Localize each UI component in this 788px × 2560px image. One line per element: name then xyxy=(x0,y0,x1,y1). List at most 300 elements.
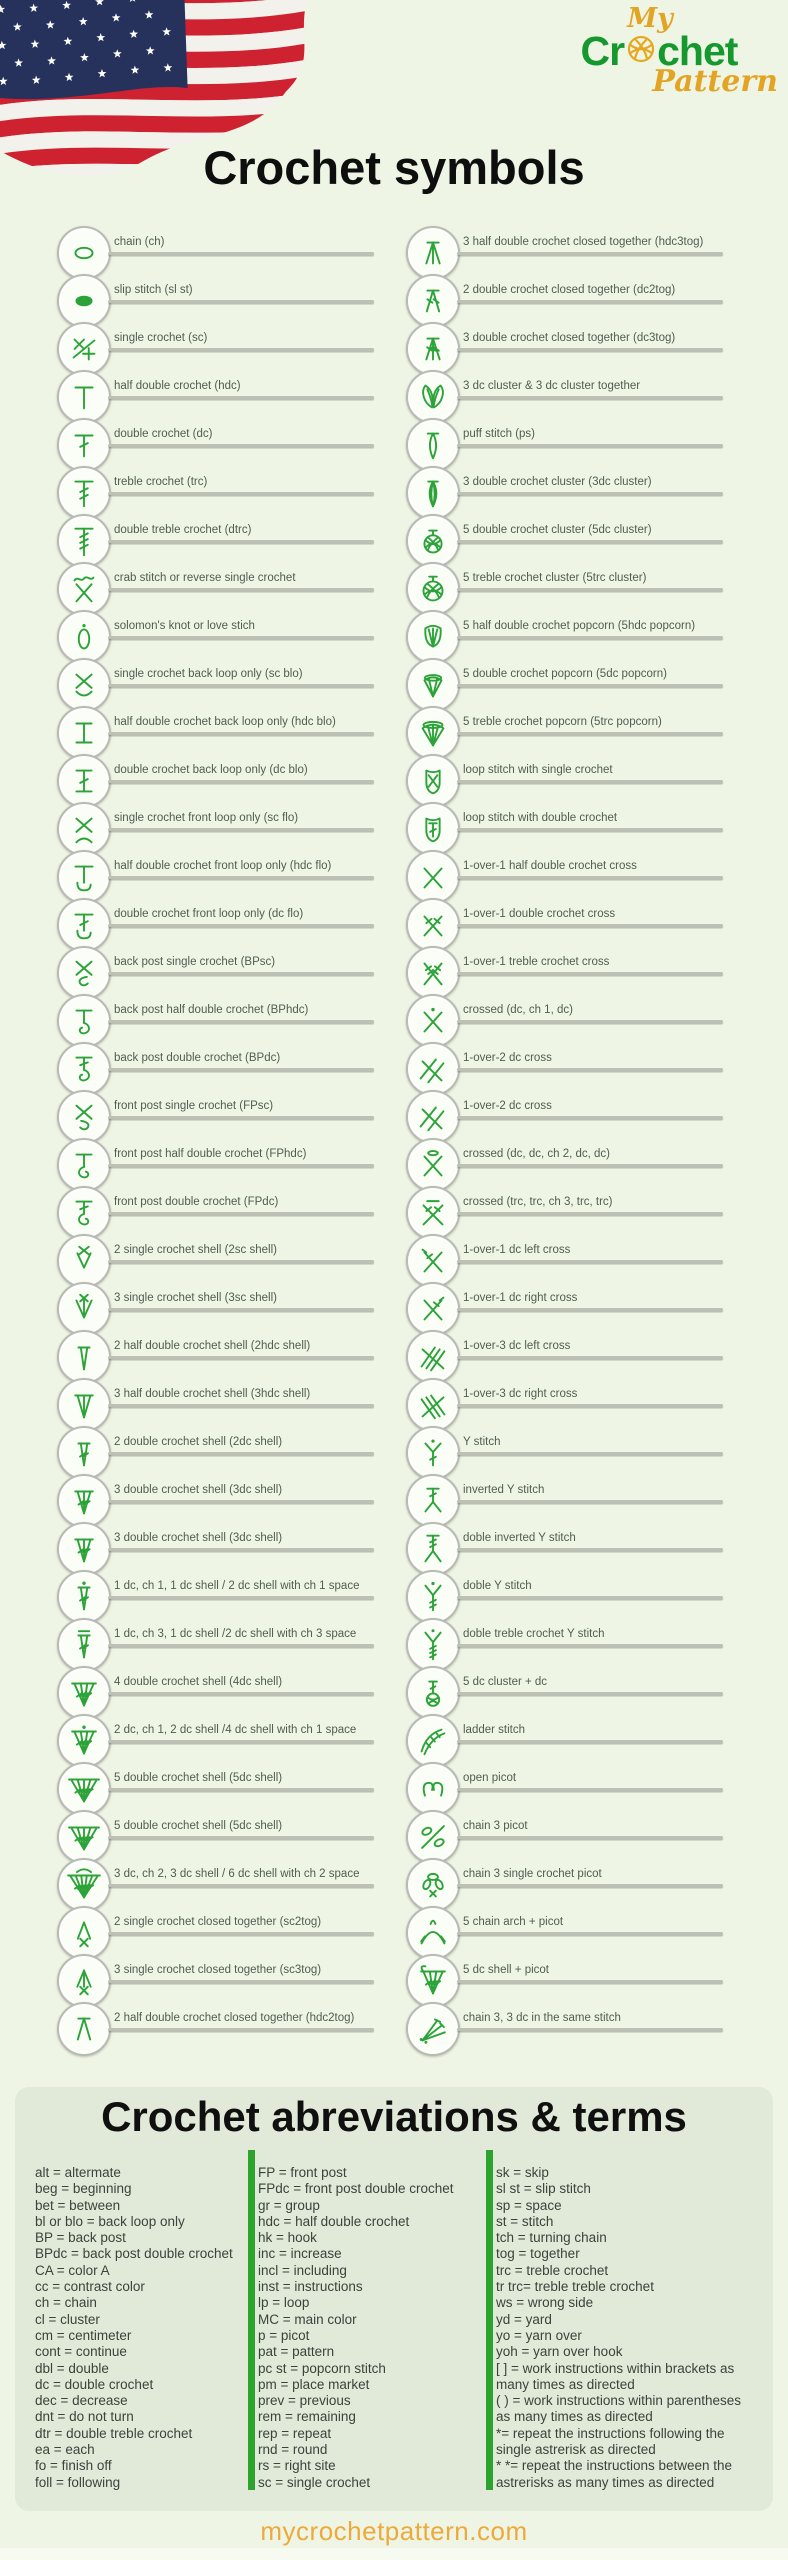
label-underline xyxy=(108,732,374,735)
label-underline xyxy=(457,1836,723,1839)
label-underline xyxy=(457,2028,723,2031)
label-underline xyxy=(457,684,723,687)
symbol-label xyxy=(108,1052,374,1071)
chain3-picot-icon xyxy=(406,1810,460,1864)
symbol-label-text: 3 single crochet shell (3sc shell) xyxy=(114,1292,277,1304)
symbol-label-text: 1-over-1 dc left cross xyxy=(463,1244,571,1256)
symbol-row xyxy=(57,226,387,280)
abbreviation-entry: ( ) = work instructions within parentheses as many times as directed xyxy=(496,2393,741,2425)
abbreviation-entry: pat = pattern xyxy=(258,2344,335,2360)
cluster-3dc-together-icon xyxy=(406,370,460,424)
symbol-label xyxy=(457,284,723,303)
abbreviation-entry: cl = cluster xyxy=(35,2311,100,2327)
shell-3dc-icon xyxy=(57,1522,111,1576)
abbreviation-entry: sp = space xyxy=(496,2197,562,2213)
abbreviation-entry: yd = yard xyxy=(496,2311,552,2327)
symbol-label-text: half double crochet front loop only (hdc flo) xyxy=(114,860,332,872)
symbol-row xyxy=(57,1474,387,1528)
symbol-label xyxy=(108,572,374,591)
label-underline xyxy=(108,300,374,303)
abbreviation-entry: BP = back post xyxy=(35,2230,126,2246)
symbol-row xyxy=(406,1234,736,1288)
symbol-row xyxy=(57,946,387,1000)
bottom-strip xyxy=(0,2548,788,2560)
label-underline xyxy=(108,444,374,447)
symbol-label-text: 1 dc, ch 3, 1 dc shell /2 dc shell with ch 3 space xyxy=(114,1628,357,1640)
symbol-label-text: single crochet back loop only (sc blo) xyxy=(114,668,303,680)
symbol-label xyxy=(457,1292,723,1311)
symbol-label-text: double treble crochet (dtrc) xyxy=(114,524,252,536)
abbreviations-section xyxy=(15,2087,773,2511)
symbol-label xyxy=(457,1628,723,1647)
symbol-row xyxy=(57,514,387,568)
abbreviation-entry: foll = following xyxy=(35,2474,121,2490)
footer-site-link[interactable]: mycrochetpattern.com xyxy=(260,2516,528,2546)
label-underline xyxy=(108,780,374,783)
symbol-row xyxy=(406,514,736,568)
symbol-label-text: 1-over-2 dc cross xyxy=(463,1052,552,1064)
symbol-label-text: 3 dc, ch 2, 3 dc shell / 6 dc shell with ch 2 space xyxy=(114,1868,360,1880)
symbol-label-text: chain 3 picot xyxy=(463,1820,528,1832)
symbol-label xyxy=(108,1628,374,1647)
symbol-row xyxy=(57,1378,387,1432)
symbol-label xyxy=(108,956,374,975)
abbreviation-entry: hdc = half double crochet xyxy=(258,2213,410,2229)
shell-3sc-icon xyxy=(57,1282,111,1336)
label-underline xyxy=(108,1596,374,1599)
symbol-label xyxy=(108,380,374,399)
label-underline xyxy=(108,1308,374,1311)
abbrev-col2 xyxy=(258,2165,484,2491)
symbol-row xyxy=(57,1234,387,1288)
symbol-label xyxy=(108,1532,374,1551)
symbol-label-text: 4 double crochet shell (4dc shell) xyxy=(114,1676,283,1688)
symbol-row xyxy=(406,802,736,856)
cluster-5trc-icon xyxy=(406,562,460,616)
abbreviation-entry: MC = main color xyxy=(258,2311,357,2327)
symbol-label xyxy=(457,1724,723,1743)
label-underline xyxy=(108,1452,374,1455)
label-underline xyxy=(457,1980,723,1983)
abbreviation-entry: st = stitch xyxy=(496,2213,554,2229)
label-underline xyxy=(457,1116,723,1119)
symbol-label xyxy=(457,1196,723,1215)
label-underline xyxy=(457,396,723,399)
symbol-row xyxy=(57,466,387,520)
label-underline xyxy=(108,684,374,687)
label-underline xyxy=(108,1404,374,1407)
abbreviation-entry: dtr = double treble crochet xyxy=(35,2425,193,2441)
dc-back-loop-icon xyxy=(57,754,111,808)
abbreviation-entry: trc = treble crochet xyxy=(496,2262,609,2278)
symbol-label xyxy=(457,1580,723,1599)
symbol-row xyxy=(406,994,736,1048)
crab-stitch-icon xyxy=(57,562,111,616)
symbol-label xyxy=(457,1532,723,1551)
label-underline xyxy=(108,1116,374,1119)
symbol-row xyxy=(406,322,736,376)
symbol-label-text: front post single crochet (FPsc) xyxy=(114,1100,274,1112)
label-underline xyxy=(108,1260,374,1263)
label-underline xyxy=(457,1596,723,1599)
symbol-row xyxy=(57,1714,387,1768)
symbol-row xyxy=(406,946,736,1000)
symbol-row xyxy=(406,274,736,328)
doble-inverted-y-stitch-icon xyxy=(406,1522,460,1576)
symbol-label-text: 3 half double crochet closed together (hdc3tog) xyxy=(463,236,704,248)
hdc-back-loop-icon xyxy=(57,706,111,760)
front-post-dc-icon xyxy=(57,1186,111,1240)
label-underline xyxy=(108,1692,374,1695)
label-underline xyxy=(108,1164,374,1167)
symbol-row xyxy=(406,1522,736,1576)
label-underline xyxy=(108,492,374,495)
symbol-label-text: 5 dc shell + picot xyxy=(463,1964,549,1976)
symbol-label xyxy=(108,1148,374,1167)
symbol-label xyxy=(108,1004,374,1023)
symbol-label xyxy=(108,1244,374,1263)
symbol-label-text: 5 double crochet shell (5dc shell) xyxy=(114,1820,283,1832)
symbol-row xyxy=(406,1474,736,1528)
abbreviation-entry: FP = front post xyxy=(258,2165,347,2180)
abbreviation-entry: sk = skip xyxy=(496,2165,549,2180)
symbol-label xyxy=(108,908,374,927)
inverted-y-stitch-icon xyxy=(406,1474,460,1528)
shell-4dc-icon xyxy=(57,1666,111,1720)
label-underline xyxy=(457,444,723,447)
slip-stitch-icon xyxy=(57,274,111,328)
cross-1over2-icon xyxy=(406,1042,460,1096)
symbol-label xyxy=(457,908,723,927)
symbol-label-text: 2 half double crochet closed together (hdc2tog) xyxy=(114,2012,355,2024)
symbol-label xyxy=(457,2012,723,2031)
symbol-label-text: 2 dc, ch 1, 2 dc shell /4 dc shell with ch 1 space xyxy=(114,1724,357,1736)
solomon-knot-icon xyxy=(57,610,111,664)
symbol-row xyxy=(57,562,387,616)
label-underline xyxy=(457,636,723,639)
crossed-dc-ch2-icon xyxy=(406,1138,460,1192)
symbol-label-text: slip stitch (sl st) xyxy=(114,284,193,296)
cross-dc-right-icon xyxy=(406,1282,460,1336)
symbol-row xyxy=(406,562,736,616)
symbol-row xyxy=(57,322,387,376)
symbol-label xyxy=(108,2012,374,2031)
label-underline xyxy=(457,348,723,351)
symbol-row xyxy=(406,1762,736,1816)
symbol-label xyxy=(457,524,723,543)
symbol-row xyxy=(57,898,387,952)
symbol-row xyxy=(406,850,736,904)
symbol-label xyxy=(108,524,374,543)
symbol-label-text: 3 dc cluster & 3 dc cluster together xyxy=(463,380,641,392)
chain3-sc-picot-icon xyxy=(406,1858,460,1912)
symbol-row xyxy=(57,1090,387,1144)
abbreviation-entry: sc = single crochet xyxy=(258,2474,371,2490)
label-underline xyxy=(457,828,723,831)
symbol-label xyxy=(108,1580,374,1599)
doble-treble-y-stitch-icon xyxy=(406,1618,460,1672)
symbol-row xyxy=(57,850,387,904)
symbol-row xyxy=(57,1138,387,1192)
symbol-label-text: 1-over-3 dc right cross xyxy=(463,1388,578,1400)
logo-crochet-part2: chet xyxy=(657,28,738,74)
abbreviation-entry: pc st = popcorn stitch xyxy=(258,2360,386,2376)
label-underline xyxy=(457,252,723,255)
symbol-label xyxy=(457,1244,723,1263)
symbol-row xyxy=(406,1954,736,2008)
symbol-label-text: front post double crochet (FPdc) xyxy=(114,1196,279,1208)
label-underline xyxy=(457,780,723,783)
symbol-label-text: crossed (dc, ch 1, dc) xyxy=(463,1004,573,1016)
label-underline xyxy=(457,1404,723,1407)
symbol-row xyxy=(57,418,387,472)
symbol-row xyxy=(57,1666,387,1720)
label-underline xyxy=(457,1308,723,1311)
label-underline xyxy=(457,492,723,495)
symbol-label xyxy=(108,1868,374,1887)
cross-3dc-right-icon xyxy=(406,1378,460,1432)
abbreviation-entry: FPdc = front post double crochet xyxy=(258,2181,454,2197)
abbreviation-entry: beg = beginning xyxy=(35,2181,132,2197)
symbol-label xyxy=(108,1916,374,1935)
dc-front-loop-icon xyxy=(57,898,111,952)
cross-1over2-icon xyxy=(406,1090,460,1144)
symbol-label xyxy=(108,716,374,735)
label-underline xyxy=(108,1788,374,1791)
symbol-label-text: single crochet front loop only (sc flo) xyxy=(114,812,299,824)
symbol-row xyxy=(406,1090,736,1144)
symbol-row xyxy=(406,610,736,664)
label-underline xyxy=(108,636,374,639)
abbreviation-entry: rem = remaining xyxy=(258,2409,356,2425)
label-underline xyxy=(108,1548,374,1551)
abbreviation-entry: pm = place market xyxy=(258,2376,370,2392)
symbol-row xyxy=(57,802,387,856)
shell-2dc-icon xyxy=(57,1426,111,1480)
symbol-row xyxy=(57,2002,387,2056)
label-underline xyxy=(457,1356,723,1359)
label-underline xyxy=(108,924,374,927)
symbol-label-text: 1 dc, ch 1, 1 dc shell / 2 dc shell with ch 1 space xyxy=(114,1580,360,1592)
abbreviation-entry: [ ] = work instructions within brackets as many times as directed xyxy=(496,2360,735,2392)
abbreviation-entry: *= repeat the instructions following the single astrerisk as directed xyxy=(496,2425,725,2458)
label-underline xyxy=(108,1500,374,1503)
symbol-label xyxy=(108,1196,374,1215)
symbol-row xyxy=(57,1810,387,1864)
abbreviation-entry: ea = each xyxy=(35,2442,95,2458)
abbreviation-entry: hk = hook xyxy=(258,2230,317,2246)
symbol-row xyxy=(406,658,736,712)
label-underline xyxy=(457,1932,723,1935)
symbol-row xyxy=(406,898,736,952)
symbol-row xyxy=(57,1282,387,1336)
label-underline xyxy=(108,1884,374,1887)
symbol-row xyxy=(406,1282,736,1336)
symbol-label-text: half double crochet (hdc) xyxy=(114,380,241,392)
symbol-row xyxy=(57,994,387,1048)
label-underline xyxy=(108,1644,374,1647)
symbol-row xyxy=(57,370,387,424)
symbol-label-text: 5 treble crochet cluster (5trc cluster) xyxy=(463,572,647,584)
abbreviations-title: Crochet abreviations & terms xyxy=(101,2093,687,2140)
symbol-label xyxy=(108,1292,374,1311)
symbol-label-text: 5 chain arch + picot xyxy=(463,1916,564,1928)
crossed-dc-ch1-icon xyxy=(406,994,460,1048)
abbreviation-entry: cm = centimeter xyxy=(35,2327,132,2343)
abbreviation-entry: dc = double crochet xyxy=(35,2376,154,2392)
abbreviation-entry: tr trc= treble treble crochet xyxy=(496,2279,654,2295)
label-underline xyxy=(457,1884,723,1887)
symbol-label xyxy=(457,956,723,975)
symbol-row xyxy=(406,1138,736,1192)
abbreviation-entry: cc = contrast color xyxy=(35,2279,145,2295)
symbol-row xyxy=(406,1186,736,1240)
abbreviation-entry: fo = finish off xyxy=(35,2458,112,2474)
symbol-row xyxy=(406,226,736,280)
symbol-label xyxy=(457,1148,723,1167)
abbreviation-entry: BPdc = back post double crochet xyxy=(35,2246,233,2262)
label-underline xyxy=(108,1020,374,1023)
symbol-label xyxy=(457,1100,723,1119)
symbol-row xyxy=(57,754,387,808)
logo xyxy=(538,3,780,99)
hdc3tog-icon xyxy=(406,226,460,280)
symbol-label xyxy=(457,1964,723,1983)
symbol-label-text: doble treble crochet Y stitch xyxy=(463,1628,605,1640)
abbrev-col3 xyxy=(496,2165,758,2491)
symbol-label xyxy=(457,1772,723,1791)
single-crochet-icon xyxy=(57,322,111,376)
symbol-row xyxy=(406,1906,736,1960)
label-underline xyxy=(108,396,374,399)
cluster-3dc-icon xyxy=(406,466,460,520)
symbol-label xyxy=(108,476,374,495)
symbol-row xyxy=(57,1042,387,1096)
symbol-row xyxy=(406,1666,736,1720)
symbol-label xyxy=(457,1436,723,1455)
symbol-label xyxy=(108,860,374,879)
symbol-label xyxy=(457,1484,723,1503)
abbreviation-entry: bl or blo = back loop only xyxy=(35,2213,185,2229)
symbol-row xyxy=(406,466,736,520)
label-underline xyxy=(108,876,374,879)
symbol-label-text: loop stitch with double crochet xyxy=(463,812,618,824)
cross-trc-icon xyxy=(406,946,460,1000)
symbol-label xyxy=(457,668,723,687)
abbreviation-entry: lp = loop xyxy=(258,2295,310,2311)
symbol-label-text: 2 single crochet closed together (sc2tog) xyxy=(114,1916,322,1928)
symbol-label xyxy=(108,1340,374,1359)
ladder-stitch-icon xyxy=(406,1714,460,1768)
symbol-label xyxy=(108,1436,374,1455)
symbol-row xyxy=(57,1426,387,1480)
symbol-label-text: back post half double crochet (BPhdc) xyxy=(114,1004,309,1016)
label-underline xyxy=(108,972,374,975)
symbol-label-text: 1-over-1 double crochet cross xyxy=(463,908,616,920)
symbol-label-text: doble inverted Y stitch xyxy=(463,1532,576,1544)
label-underline xyxy=(108,1932,374,1935)
symbol-label xyxy=(108,620,374,639)
shell-2sc-icon xyxy=(57,1234,111,1288)
y-stitch-icon xyxy=(406,1426,460,1480)
symbol-label xyxy=(457,476,723,495)
label-underline xyxy=(108,1836,374,1839)
loop-stitch-dc-icon xyxy=(406,802,460,856)
symbol-label-text: double crochet front loop only (dc flo) xyxy=(114,908,304,920)
treble-crochet-icon xyxy=(57,466,111,520)
symbol-label xyxy=(108,1388,374,1407)
symbol-label xyxy=(108,284,374,303)
symbol-label-text: 3 single crochet closed together (sc3tog) xyxy=(114,1964,322,1976)
symbol-row xyxy=(406,1330,736,1384)
symbol-row xyxy=(57,1858,387,1912)
symbol-label-text: puff stitch (ps) xyxy=(463,428,536,440)
label-underline xyxy=(108,828,374,831)
logo-word-pattern: Pattern xyxy=(652,64,778,99)
symbol-label-text: 2 double crochet shell (2dc shell) xyxy=(114,1436,283,1448)
label-underline xyxy=(457,1068,723,1071)
label-underline xyxy=(108,252,374,255)
symbol-row xyxy=(57,658,387,712)
abbreviation-entry: p = picot xyxy=(258,2327,310,2343)
popcorn-5trc-icon xyxy=(406,706,460,760)
symbol-label-text: half double crochet back loop only (hdc blo) xyxy=(114,716,336,728)
label-underline xyxy=(457,1548,723,1551)
symbol-label-text: Y stitch xyxy=(463,1436,501,1448)
hdc2tog-icon xyxy=(57,2002,111,2056)
symbol-label xyxy=(108,1724,374,1743)
abbreviation-entry: * *= repeat the instructions between the astrerisks as many times as directed xyxy=(496,2458,733,2490)
symbol-label xyxy=(457,1868,723,1887)
double-crochet-icon xyxy=(57,418,111,472)
symbol-label xyxy=(108,332,374,351)
symbol-label-text: chain 3, 3 dc in the same stitch xyxy=(463,2012,621,2024)
sc-back-loop-icon xyxy=(57,658,111,712)
chain3-3dc-same-stitch-icon xyxy=(406,2002,460,2056)
symbol-label-text: 2 half double crochet shell (2hdc shell) xyxy=(114,1340,311,1352)
abbreviation-entry: rs = right site xyxy=(258,2458,336,2474)
symbol-label-text: 5 double crochet shell (5dc shell) xyxy=(114,1772,283,1784)
label-underline xyxy=(457,876,723,879)
label-underline xyxy=(108,1356,374,1359)
popcorn-5dc-icon xyxy=(406,658,460,712)
symbol-label xyxy=(457,1052,723,1071)
label-underline xyxy=(108,1068,374,1071)
symbol-label-text: 3 double crochet cluster (3dc cluster) xyxy=(463,476,652,488)
label-underline xyxy=(457,1020,723,1023)
symbol-row xyxy=(406,418,736,472)
symbol-label xyxy=(457,1676,723,1695)
label-underline xyxy=(108,540,374,543)
symbol-label xyxy=(108,1820,374,1839)
abbreviation-entry: bet = between xyxy=(35,2197,121,2213)
symbol-label-text: 3 half double crochet shell (3hdc shell) xyxy=(114,1388,311,1400)
symbol-row xyxy=(406,1810,736,1864)
symbol-label xyxy=(457,860,723,879)
shell-5dc-icon xyxy=(57,1762,111,1816)
symbol-label-text: chain 3 single crochet picot xyxy=(463,1868,602,1880)
symbol-label-text: treble crochet (trc) xyxy=(114,476,208,488)
label-underline xyxy=(457,1740,723,1743)
abbreviation-entry: tog = together xyxy=(496,2246,580,2262)
label-underline xyxy=(457,1500,723,1503)
puff-stitch-icon xyxy=(406,418,460,472)
symbol-label xyxy=(108,812,374,831)
symbol-label-text: 5 dc cluster + dc xyxy=(463,1676,548,1688)
abbreviation-entry: gr = group xyxy=(258,2197,320,2213)
label-underline xyxy=(457,1644,723,1647)
shell-2dc-ch3-icon xyxy=(57,1618,111,1672)
